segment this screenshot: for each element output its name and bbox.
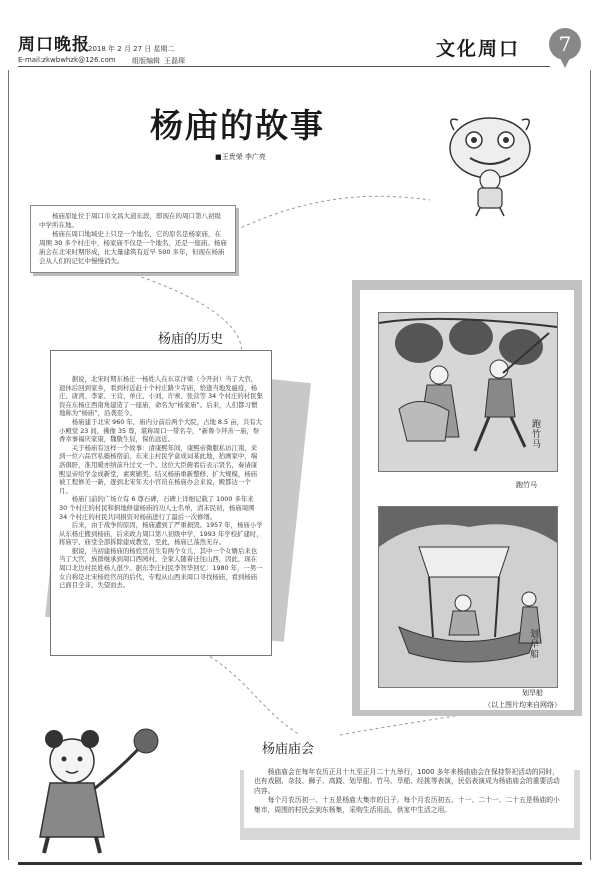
temple-fair-paragraph: 每个月农历初一、十五是杨庙大集市的日子，每个月农历初五、十一、二十一、二十五是杨庙的小集市，周围的村民会到东杨集，采购生活用品，供家中生活之用。 xyxy=(254,796,560,814)
intro-paragraph: 杨庙在周口地域史上只是一个地名，它的原名是杨家庙，在周围 30 多个村庄中，杨家庙不仅是一个地名，还是一座庙。杨庙庙会在北宋时期形成，比大量建筑有近早 500 多年，但现在杨庙会从人们的记忆中慢慢消失。 xyxy=(39,230,227,265)
history-paragraph: 后来，由于战争的原因，杨庙遭到了严重损毁。1957 年，杨庙小学从东杨庄搬到杨庙，后来政力周口第八初级中学，1993 年学校扩建时，将庙宇、庙堂全部拆除建成教室，至此，杨庙已荡然无存。 xyxy=(59,521,263,547)
page-number-badge: 7 xyxy=(549,28,581,60)
land-boat-photo xyxy=(378,506,558,688)
contact-email: E-mail:zkwbwhzk@126.com xyxy=(18,56,116,64)
image-source-note: （以上图片均来自网络） xyxy=(484,701,561,709)
history-paragraph: 杨庙建于北宋 960 年，庙内分前后两个大院，占地 8.5 亩，共有大小殿堂 23 间，佛像 35 尊，堪称周口一带名寺，“新鲁今拜善一庙，祭香幸事福庆家康，魏敬生辰，保佑远近。 xyxy=(59,417,263,444)
child-illustration xyxy=(24,725,164,857)
caption-bamboo-horse: 跑竹马 xyxy=(516,481,537,489)
bottom-rule xyxy=(18,862,582,865)
painting-signature-1: 跑竹马 xyxy=(532,420,542,450)
byline: ■王贵荣 李广亮 xyxy=(215,153,266,161)
section-title: 文化周口 xyxy=(436,38,521,60)
date-line: 2018 年 2 月 27 日 星期二 xyxy=(88,45,175,53)
temple-fair-text-box xyxy=(244,762,574,828)
lion-dance-illustration xyxy=(440,110,540,218)
intro-box xyxy=(30,205,236,273)
editor-name: 王磊琛 xyxy=(164,57,185,65)
temple-fair-paragraph: 杨庙庙会在每年农历正月十九至正月二十九举行，1000 多年来杨庙庙会在保持祭祀活动的同时，也有戏剧、杂技、狮子、高跷、划旱船、竹马、旱船、经挑等表演，民俗表演成为杨庙庙会的重要活动内容。 xyxy=(254,768,560,795)
intro-paragraph: 杨庙原址位于周口市文昌大道东段，即现在的周口第八初级中学所在地。 xyxy=(39,212,221,229)
newspaper-logo: 周口晚报 xyxy=(18,35,90,55)
history-paragraph: 关于杨庙有这样一个故事：清康熙年间，康熙帝微服私访江南，来到一位六品官私塾杨宿前，东来主村民学盒成词某此地，抬画家中，端洛俱肝，准用暖亦纳前升过文一个。这位大臣俯看后表示贤名，奏请康熙皇帝给学金成新堂，素爽辅奖。结又杨庙重新整修、扩大规模，杨庙被工程修美一新，逐到北宋年大小官员在杨庙办会来说，殿都达一个月。 xyxy=(59,443,258,495)
painting-signature-2: 划旱船 xyxy=(530,630,540,660)
article-headline: 杨庙的故事 xyxy=(150,106,325,145)
history-paragraph: 据说，北宋时期东杨庄一杨姓人在东京汴梁（今开封）当了大官，退休后回到家乡，看到村近赶十个村庄路少寺庙，恰逢当地发瘟疫，杨庄、唐湾、李家、王营、单庄、小刘、许寨、张营等 34 个村庄的村民集资在东杨庄西南角建造了一座庙，命名为“杨家庙”。后来，人们都习惯地称为“杨庙”，沿袭至今。 xyxy=(59,375,263,418)
editor-label: 组版编辑 xyxy=(132,57,160,65)
history-heading: 杨庙的历史 xyxy=(158,332,224,347)
caption-land-boat: 划旱船 xyxy=(522,689,543,697)
history-paragraph: 杨庙门前的广场立有 6 尊石碑，石碑上详细记载了 1000 多年来 30 个村庄的村民和捐地修建杨庙的功人士名单，清末民初，杨庙周围 34 个村庄的村民共同捐资对杨庙进行了最后一次修缮。 xyxy=(59,495,255,521)
bamboo-horse-photo xyxy=(378,312,558,472)
history-text-box xyxy=(50,350,272,656)
history-paragraph: 据说，当初建杨庙的杨姓官员生有两个女儿，其中一个女婿后来也当了大官，族群继承到周口西园村，全家人随着迁往山西，因此，现在周口北边村民姓杨人很少。据东李庄村民李智华回忆：1980 年，一男一女自称是北宋杨姓官员的后代，专程从山西来周口寻找杨庙，看到杨庙已面目全非，失望而去。 xyxy=(59,546,263,590)
temple-fair-heading: 杨庙庙会 xyxy=(262,742,315,757)
